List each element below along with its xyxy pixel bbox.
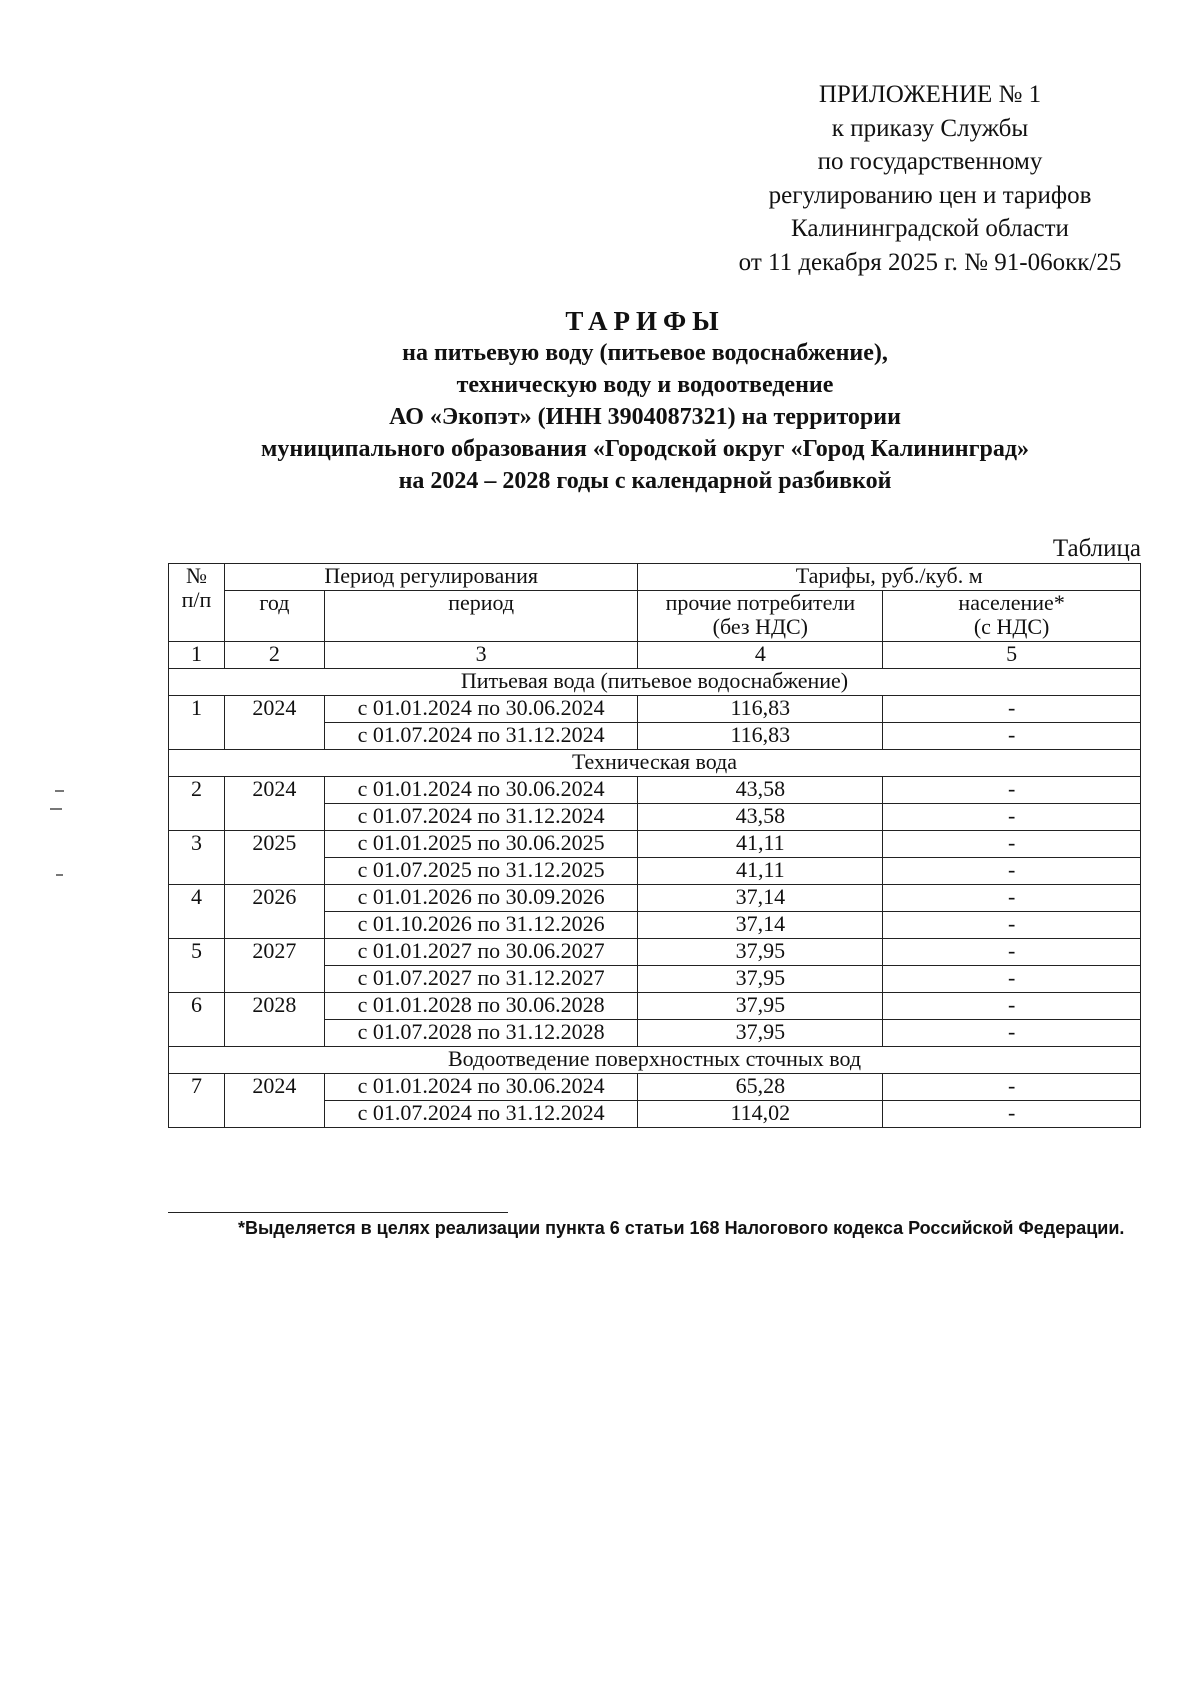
row-year: 2026 bbox=[224, 885, 324, 939]
header-num bbox=[169, 564, 225, 642]
column-number: 3 bbox=[324, 642, 638, 669]
row-population-tariff: - bbox=[883, 723, 1141, 750]
row-period: с 01.01.2027 по 30.06.2027 bbox=[324, 939, 638, 966]
table-header-row bbox=[169, 564, 1141, 591]
section-row bbox=[169, 750, 1141, 777]
appendix-line: от 11 декабря 2025 г. № 91-06окк/25 bbox=[738, 248, 1122, 276]
column-number: 5 bbox=[883, 642, 1141, 669]
row-other-tariff: 37,95 bbox=[638, 939, 883, 966]
header-num-bottom: п/п bbox=[181, 587, 212, 612]
header-num-top: № bbox=[185, 563, 207, 588]
header-period: период bbox=[324, 591, 638, 642]
title-line: АО «Экопэт» (ИНН 3904087321) на территории bbox=[389, 404, 901, 430]
row-other-tariff: 114,02 bbox=[638, 1101, 883, 1128]
row-number: 6 bbox=[169, 993, 225, 1047]
row-year: 2028 bbox=[224, 993, 324, 1047]
row-population-tariff: - bbox=[883, 993, 1141, 1020]
table-row bbox=[169, 696, 1141, 723]
row-population-tariff: - bbox=[883, 885, 1141, 912]
section-row bbox=[169, 1047, 1141, 1074]
header-other bbox=[638, 591, 883, 642]
row-other-tariff: 41,11 bbox=[638, 858, 883, 885]
row-population-tariff: - bbox=[883, 804, 1141, 831]
row-population-tariff: - bbox=[883, 966, 1141, 993]
row-period: с 01.10.2026 по 31.12.2026 bbox=[324, 912, 638, 939]
title-line: на 2024 – 2028 годы с календарной разбивкой bbox=[398, 468, 892, 494]
row-other-tariff: 37,95 bbox=[638, 966, 883, 993]
row-number: 4 bbox=[169, 885, 225, 939]
row-period: с 01.07.2024 по 31.12.2024 bbox=[324, 1101, 638, 1128]
row-other-tariff: 37,14 bbox=[638, 885, 883, 912]
column-number: 4 bbox=[638, 642, 883, 669]
row-other-tariff: 65,28 bbox=[638, 1074, 883, 1101]
appendix-header bbox=[700, 78, 1160, 279]
header-other-line: прочие потребители bbox=[665, 590, 856, 615]
row-population-tariff: - bbox=[883, 1101, 1141, 1128]
row-population-tariff: - bbox=[883, 831, 1141, 858]
row-period: с 01.07.2028 по 31.12.2028 bbox=[324, 1020, 638, 1047]
appendix-line: Калининградской области bbox=[791, 215, 1069, 242]
appendix-line: регулированию цен и тарифов bbox=[768, 181, 1092, 209]
scan-mark bbox=[56, 874, 63, 876]
row-population-tariff: - bbox=[883, 1074, 1141, 1101]
header-population-line: (с НДС) bbox=[973, 614, 1050, 639]
row-other-tariff: 37,14 bbox=[638, 912, 883, 939]
row-period: с 01.01.2025 по 30.06.2025 bbox=[324, 831, 638, 858]
section-title: Питьевая вода (питьевое водоснабжение) bbox=[169, 669, 1141, 696]
row-population-tariff: - bbox=[883, 777, 1141, 804]
appendix-line: к приказу Службы bbox=[831, 114, 1029, 142]
row-period: с 01.01.2026 по 30.09.2026 bbox=[324, 885, 638, 912]
column-number: 1 bbox=[169, 642, 225, 669]
row-year: 2027 bbox=[224, 939, 324, 993]
document-title bbox=[150, 305, 1140, 497]
title-line: на питьевую воду (питьевое водоснабжение), bbox=[402, 340, 888, 366]
row-year: 2024 bbox=[224, 1074, 324, 1128]
section-row bbox=[169, 669, 1141, 696]
title-line: техническую воду и водоотведение bbox=[456, 372, 834, 398]
row-year: 2024 bbox=[224, 696, 324, 750]
row-population-tariff: - bbox=[883, 912, 1141, 939]
table-row bbox=[169, 939, 1141, 966]
row-other-tariff: 37,95 bbox=[638, 993, 883, 1020]
row-population-tariff: - bbox=[883, 1020, 1141, 1047]
header-period-group: Период регулирования bbox=[224, 564, 638, 591]
row-number: 7 bbox=[169, 1074, 225, 1128]
row-population-tariff: - bbox=[883, 858, 1141, 885]
table-row bbox=[169, 831, 1141, 858]
tariffs-table bbox=[168, 563, 1141, 1128]
title-main: ТАРИФЫ bbox=[565, 306, 725, 336]
section-title: Водоотведение поверхностных сточных вод bbox=[169, 1047, 1141, 1074]
table-subheader-row bbox=[169, 591, 1141, 642]
title-line: муниципального образования «Городской округ «Город Калининград» bbox=[261, 436, 1029, 462]
column-number: 2 bbox=[224, 642, 324, 669]
header-population bbox=[883, 591, 1141, 642]
scan-mark bbox=[50, 808, 62, 810]
table-row bbox=[169, 777, 1141, 804]
footnote: *Выделяется в целях реализации пункта 6 статьи 168 Налогового кодекса Российской Федерации. bbox=[238, 1218, 1125, 1238]
row-period: с 01.07.2027 по 31.12.2027 bbox=[324, 966, 638, 993]
row-number: 3 bbox=[169, 831, 225, 885]
table-label: Таблица bbox=[1052, 535, 1141, 562]
header-tariff-group: Тарифы, руб./куб. м bbox=[638, 564, 1141, 591]
row-year: 2025 bbox=[224, 831, 324, 885]
row-number: 2 bbox=[169, 777, 225, 831]
row-other-tariff: 41,11 bbox=[638, 831, 883, 858]
scan-mark bbox=[55, 790, 64, 792]
footnote-divider bbox=[168, 1212, 508, 1213]
header-year: год bbox=[224, 591, 324, 642]
row-population-tariff: - bbox=[883, 939, 1141, 966]
section-title: Техническая вода bbox=[169, 750, 1141, 777]
row-number: 5 bbox=[169, 939, 225, 993]
row-period: с 01.07.2024 по 31.12.2024 bbox=[324, 804, 638, 831]
table-row bbox=[169, 885, 1141, 912]
row-period: с 01.07.2025 по 31.12.2025 bbox=[324, 858, 638, 885]
row-period: с 01.01.2024 по 30.06.2024 bbox=[324, 1074, 638, 1101]
table-row bbox=[169, 993, 1141, 1020]
row-period: с 01.01.2024 по 30.06.2024 bbox=[324, 696, 638, 723]
row-period: с 01.01.2024 по 30.06.2024 bbox=[324, 777, 638, 804]
row-period: с 01.01.2028 по 30.06.2028 bbox=[324, 993, 638, 1020]
appendix-line: ПРИЛОЖЕНИЕ № 1 bbox=[818, 81, 1042, 108]
row-other-tariff: 37,95 bbox=[638, 1020, 883, 1047]
row-number: 1 bbox=[169, 696, 225, 750]
row-other-tariff: 43,58 bbox=[638, 777, 883, 804]
table-row bbox=[169, 1074, 1141, 1101]
row-other-tariff: 116,83 bbox=[638, 696, 883, 723]
header-other-line: (без НДС) bbox=[712, 614, 809, 639]
row-period: с 01.07.2024 по 31.12.2024 bbox=[324, 723, 638, 750]
column-numbers-row bbox=[169, 642, 1141, 669]
row-other-tariff: 43,58 bbox=[638, 804, 883, 831]
row-population-tariff: - bbox=[883, 696, 1141, 723]
row-year: 2024 bbox=[224, 777, 324, 831]
appendix-line: по государственному bbox=[817, 148, 1043, 175]
header-population-line: население* bbox=[958, 590, 1065, 615]
row-other-tariff: 116,83 bbox=[638, 723, 883, 750]
